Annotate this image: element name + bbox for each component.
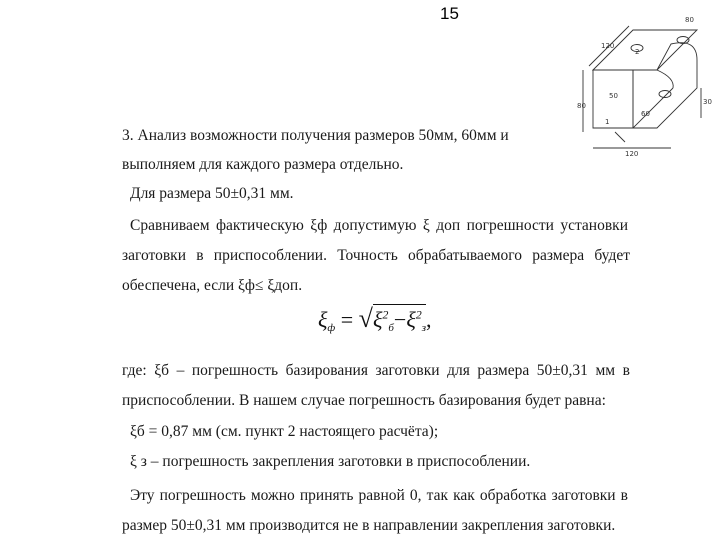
page-number: 15 xyxy=(440,4,459,23)
text-line: выполняем для каждого размера отдельно. xyxy=(122,156,404,173)
formula-eq: = xyxy=(340,307,354,332)
formula-term2-sup: 2 xyxy=(415,307,422,322)
formula-tail: , xyxy=(426,307,432,332)
text-line: размер 50±0,31 мм производится не в направлении закрепления заготовки. xyxy=(122,517,616,534)
formula-term2-sub: з xyxy=(421,322,427,334)
dim-label: 60 xyxy=(641,110,650,118)
formula-term1-sub: б xyxy=(388,322,394,334)
dim-label: 30 xyxy=(703,98,712,106)
dim-label: 120 xyxy=(601,42,615,50)
dim-label: 120 xyxy=(625,150,639,158)
text-line: приспособлении. В нашем случае погрешность базирования будет равна: xyxy=(122,392,606,409)
mark-label: 1 xyxy=(605,118,610,126)
formula-term2: ξ xyxy=(406,307,416,332)
formula-lhs-sub: ф xyxy=(327,322,336,334)
dim-label: 80 xyxy=(577,102,586,110)
text-line: обеспечена, если ξф≤ ξдоп. xyxy=(122,277,303,294)
dim-label: 80 xyxy=(685,16,694,24)
mark-label: 2 xyxy=(635,48,640,56)
formula-term1: ξ xyxy=(372,307,383,332)
formula-term1-sup: 2 xyxy=(382,307,389,322)
text-line: ξб = 0,87 мм (см. пункт 2 настоящего расчёта); xyxy=(130,423,439,440)
formula: $\xi_ф = √\xi^2_б-\xi^2_з$, xyxy=(318,304,432,334)
text-line: где: ξб – погрешность базирования заготовки для размера 50±0,31 мм в xyxy=(122,362,630,379)
text-line: Сравниваем фактическую ξф допустимую ξ доп погрешности установки xyxy=(130,217,628,234)
dim-label: 50 xyxy=(609,92,618,100)
text-line: Эту погрешность можно принять равной 0, так как обработка заготовки в xyxy=(130,487,628,504)
text-line: Для размера 50±0,31 мм. xyxy=(130,185,294,202)
text-line: 3. Анализ возможности получения размеров 50мм, 60мм и xyxy=(122,127,509,144)
part-sketch-drawing xyxy=(575,8,715,158)
formula-lhs: ξ xyxy=(318,307,328,332)
text-line: заготовки в приспособлении. Точность обрабатываемого размера будет xyxy=(122,247,630,264)
formula-minus: − xyxy=(393,307,407,332)
text-line: ξ з – погрешность закрепления заготовки в приспособлении. xyxy=(130,453,531,470)
